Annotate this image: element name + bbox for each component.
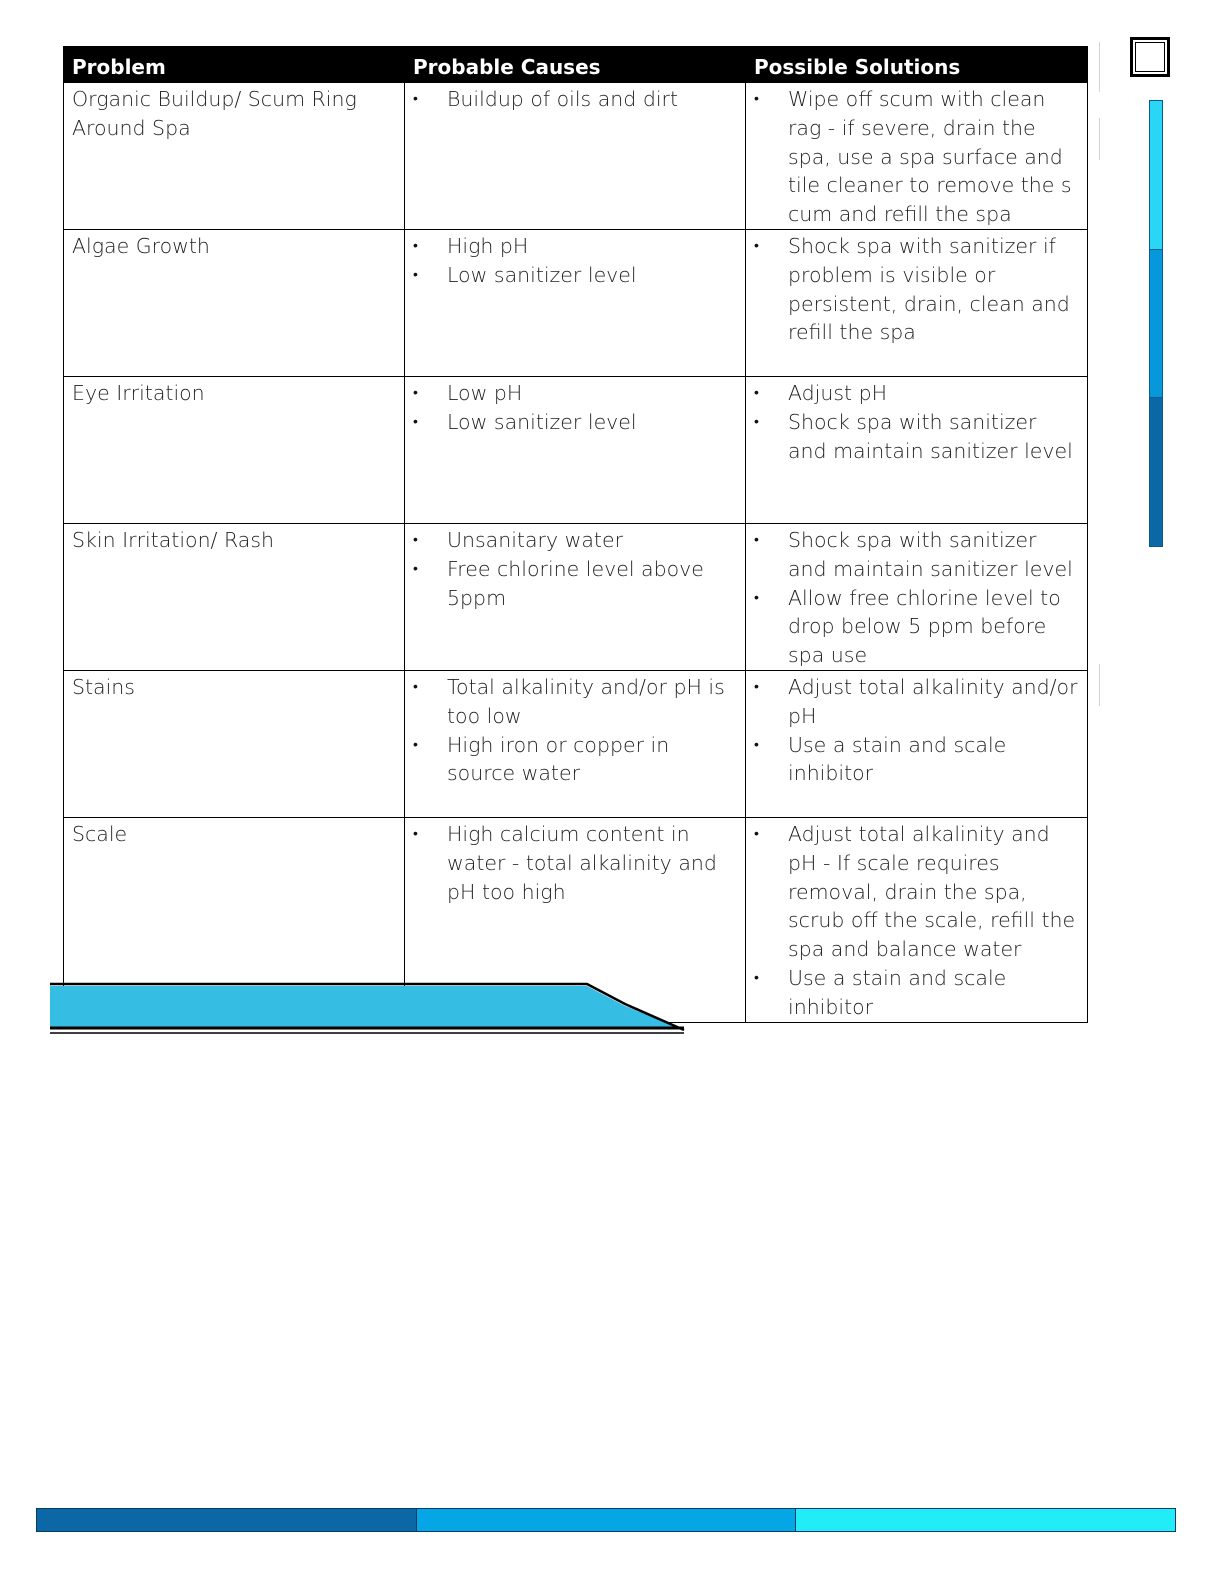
side-bar-segment [1150,250,1162,399]
causes-list [413,820,737,906]
blue-tab-banner [50,980,690,1036]
header-possible-solutions: Possible Solutions [746,47,1088,83]
bottom-color-bar [36,1508,1176,1532]
troubleshooting-table [63,46,1088,1023]
side-color-bar [1149,100,1163,547]
side-bar-segment [1150,398,1162,546]
table-row [64,524,1088,671]
header-probable-causes: Probable Causes [405,47,746,83]
list-item: • Low pH [413,379,737,408]
corner-square-icon [1130,37,1170,77]
margin-tick [1099,118,1100,160]
table-header-row [64,47,1088,83]
table-row [64,230,1088,377]
side-bar-segment [1150,101,1162,250]
table-row [64,377,1088,524]
solutions-cell [746,671,1088,818]
solutions-list [754,85,1079,229]
list-item: • High calcium content in water - total alkalinity and pH too high [413,820,737,906]
list-item: • Unsanitary water [413,526,737,555]
list-item: • Buildup of oils and dirt [413,85,737,114]
list-item: • Low sanitizer level [413,408,737,437]
solutions-cell [746,818,1088,1023]
list-item: • Total alkalinity and/or pH is too low [413,673,737,731]
margin-tick [1099,42,1100,92]
table-row [64,83,1088,230]
causes-list [413,85,737,114]
solutions-list [754,526,1079,670]
list-item: • Free chlorine level above 5ppm [413,555,737,613]
solutions-list [754,673,1079,788]
margin-tick [1099,664,1100,706]
bottom-bar-segment [37,1509,417,1531]
solutions-cell [746,524,1088,671]
solutions-list [754,820,1079,1022]
banner-fill [50,986,680,1028]
causes-cell [405,83,746,230]
list-item: • Wipe off scum with clean rag - if severe, drain the spa, use a spa surface and tile cleaner to remove the s cum and refill the spa [754,85,1079,229]
causes-cell [405,377,746,524]
table-row [64,671,1088,818]
causes-cell [405,671,746,818]
causes-list [413,379,737,437]
bottom-bar-segment [796,1509,1175,1531]
causes-list [413,526,737,612]
solutions-list [754,379,1079,465]
list-item: • High iron or copper in source water [413,731,737,789]
problem-cell: Eye Irritation [64,377,405,524]
causes-list [413,673,737,788]
problem-cell: Algae Growth [64,230,405,377]
solutions-cell [746,83,1088,230]
list-item: • Use a stain and scale inhibitor [754,731,1079,789]
solutions-cell [746,230,1088,377]
problem-cell: Scale [64,818,405,1023]
list-item: • Adjust total alkalinity and/or pH [754,673,1079,731]
problem-cell: Stains [64,671,405,818]
causes-list [413,232,737,290]
table-body [64,83,1088,1023]
list-item: • Shock spa with sanitizer and maintain sanitizer level [754,408,1079,466]
causes-cell [405,524,746,671]
list-item: • Adjust total alkalinity and pH - If scale requires removal, drain the spa, scrub off the scale, refill the spa and balance water [754,820,1079,964]
header-problem: Problem [64,47,405,83]
causes-cell [405,230,746,377]
list-item: • Adjust pH [754,379,1079,408]
bottom-bar-segment [417,1509,797,1531]
list-item: • Use a stain and scale inhibitor [754,964,1079,1022]
solutions-cell [746,377,1088,524]
list-item: • Low sanitizer level [413,261,737,290]
problem-cell: Organic Buildup/ Scum Ring Around Spa [64,83,405,230]
list-item: • Allow free chlorine level to drop below 5 ppm before spa use [754,584,1079,670]
list-item: • Shock spa with sanitizer and maintain sanitizer level [754,526,1079,584]
solutions-list [754,232,1079,347]
list-item: • High pH [413,232,737,261]
list-item: • Shock spa with sanitizer if problem is visible or persistent, drain, clean and refill the spa [754,232,1079,347]
problem-cell: Skin Irritation/ Rash [64,524,405,671]
